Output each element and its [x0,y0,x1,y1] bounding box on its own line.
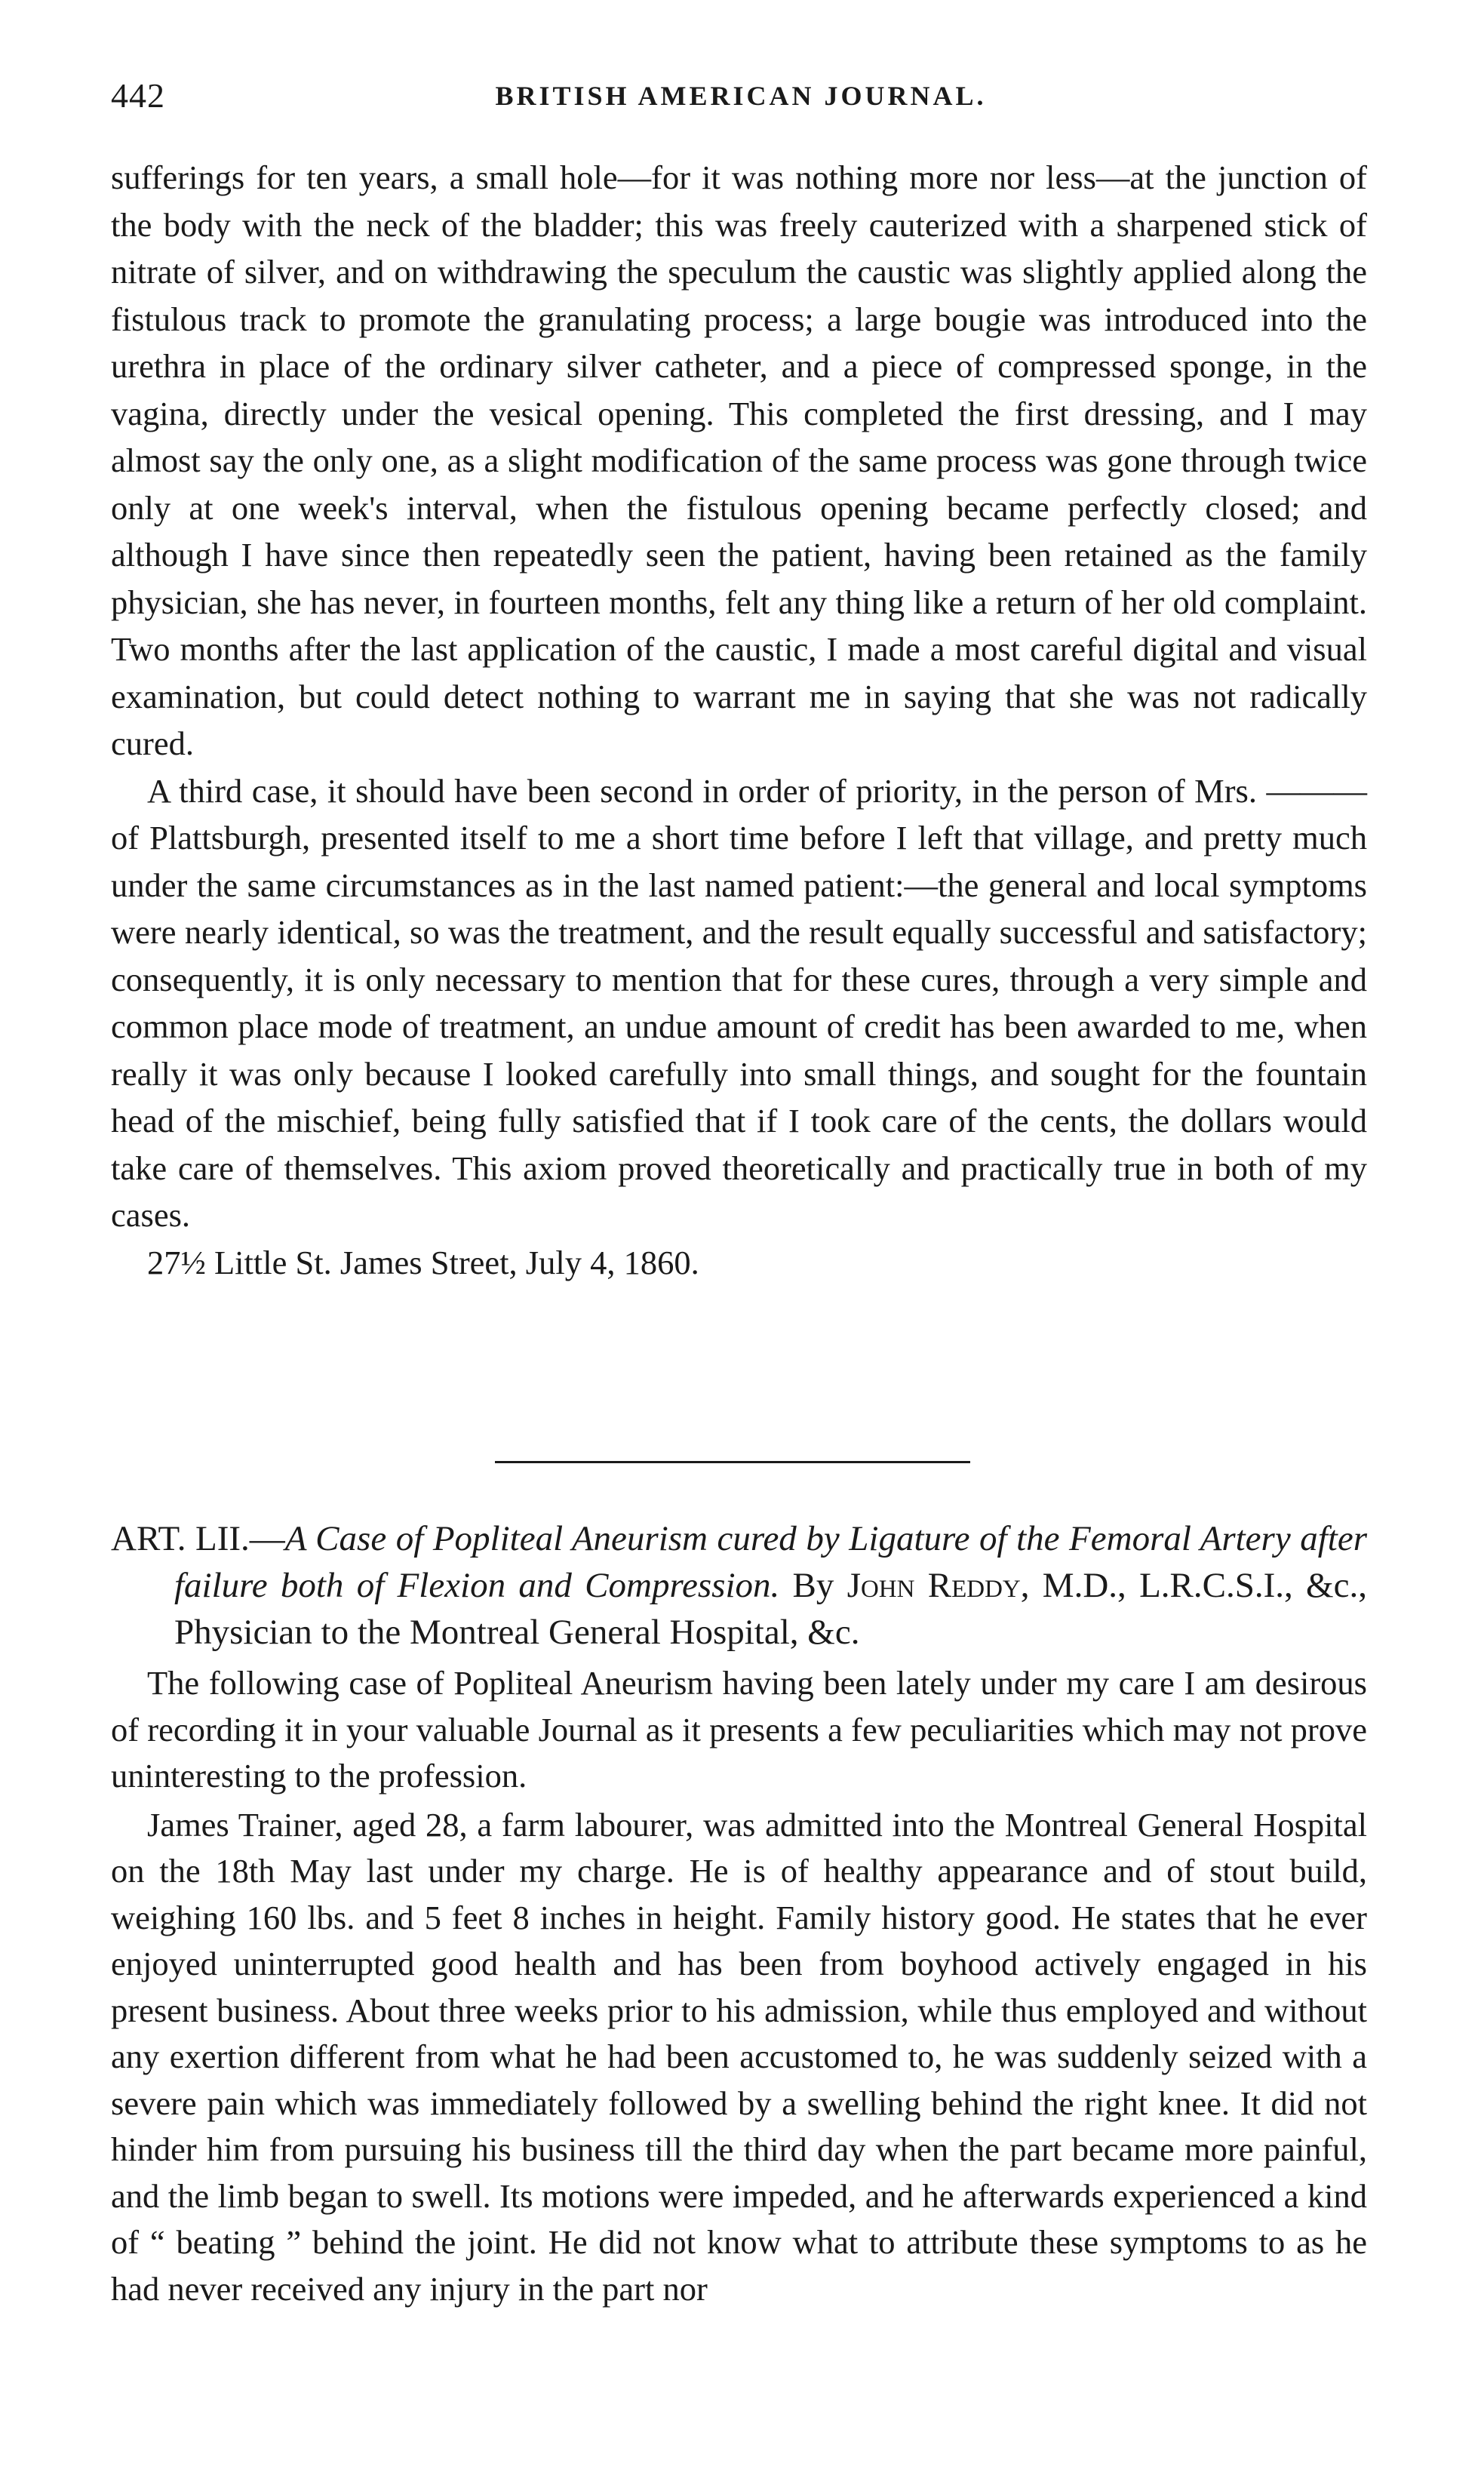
article-byline: By [779,1566,847,1605]
article-heading [111,1515,1367,1656]
running-title: BRITISH AMERICAN JOURNAL. [495,81,987,111]
previous-article-conclusion [111,154,1367,1286]
page-header [111,75,1371,128]
author-address-dateline: 27½ Little St. James Street, July 4, 1860. [147,1243,699,1281]
paragraph-case-history: James Trainer, aged 28, a farm labourer, was admitted into the Montreal General Hospital on the 18th May last under my charge. He is of healthy appearance and of stout build, weighing 160 lbs. and 5 feet 8 inches in height. Family history good. He states that he ever enjoyed uninterrupted good health and has been from boyhood actively engaged in his present business. About three weeks prior to his admission, while thus employed and without any exertion different from what he had been accustomed to, he was suddenly seized with a severe pain which was immediately followed by a swelling behind the right knee. It did not hinder him from pursuing his business till the third day when the part became more painful, and the limb began to swell. Its motions were impeded, and he afterwards experienced a kind of “ beating ” behind the joint. He did not know what to attribute these symptoms to as he had never received any injury in the part nor [111,1805,1367,2308]
page-number: 442 [111,76,165,115]
article-title: A Case of Popliteal Aneurism cured by Ligature of the Femoral Artery after failure both of Flexion and Compression. [174,1519,1367,1605]
paragraph-third-case: A third case, it should have been second in order of priority, in the person of Mrs. ——— of Plattsburgh, presented itself to me a short time before I left that village, and pretty much under the same circumstances as in the last named patient:—the general and local symptoms were nearly identical, so was the treatment, and the result equally successful and satisfactory; consequently, it is only necessary to mention that for these cures, through a very simple and common place mode of treatment, an undue amount of credit has been awarded to me, when really it was only because I looked carefully into small things, and sought for the fountain head of the mischief, being fully satisfied that if I took care of the cents, the dollars would take care of themselves. This axiom proved theoretically and practically true in both of my cases. [111,771,1367,1234]
article-author: John Reddy [846,1566,1021,1605]
article-body [111,1660,1367,2312]
paragraph-closing-case: sufferings for ten years, a small hole—for it was nothing more nor less—at the junction of the body with the neck of the bladder; this was freely cauterized with a sharpened stick of nitrate of silver, and on withdrawing the speculum the caustic was slightly applied along the fistulous track to promote the granulating process; a large bougie was introduced into the urethra in place of the ordinary silver catheter, and a piece of compressed sponge, in the vagina, directly under the vesical opening. This completed the first dressing, and I may almost say the only one, as a slight modification of the same process was gone through twice only at one week's interval, when the fistulous opening became perfectly closed; and although I have since then repeatedly seen the patient, having been retained as the family physician, she has never, in fourteen months, felt any thing like a return of her old complaint. Two months after the last application of the caustic, I made a most careful digital and visual examination, but could detect nothing to warrant me in saying that she was not radically cured. [111,158,1367,762]
paragraph-introduction: The following case of Popliteal Aneurism having been lately under my care I am desirous of recording it in your valuable Journal as it presents a few peculiarities which may not prove uninteresting to the profession. [111,1664,1367,1795]
article-label: ART. LII.— [111,1519,285,1558]
author-credentials: , M.D., L.R.C.S.I., &c., Physician to the Montreal General Hospital, &c. [174,1566,1367,1652]
section-divider [495,1461,970,1463]
